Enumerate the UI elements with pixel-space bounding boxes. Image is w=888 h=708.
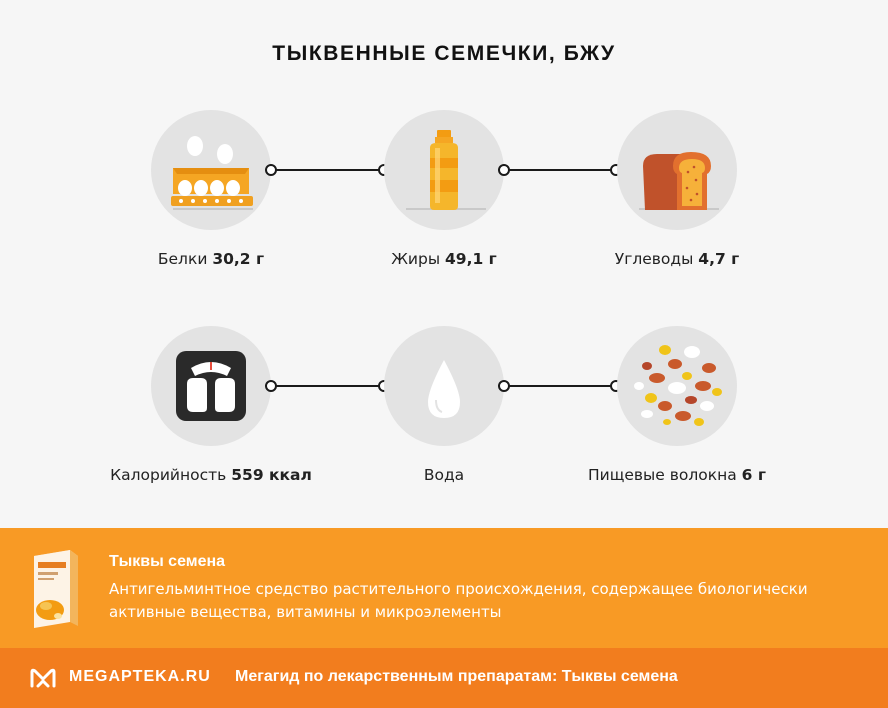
connector (265, 380, 390, 392)
product-box-image (26, 546, 84, 632)
bread-icon (617, 110, 737, 230)
label-protein: Белки 30,2 г (157, 250, 265, 268)
label-fiber: Пищевые волокна 6 г (588, 466, 766, 484)
promo-banner[interactable] (0, 528, 888, 648)
page-title: ТЫКВЕННЫЕ СЕМЕЧКИ, БЖУ (272, 42, 616, 65)
label-water: Вода (423, 466, 465, 484)
connector (498, 380, 622, 392)
logo-text[interactable]: MEGAPTEKA.RU (69, 668, 211, 685)
footer (0, 648, 888, 708)
scale-icon (151, 326, 271, 446)
oil-bottle-icon (384, 110, 504, 230)
beans-icon (617, 326, 737, 446)
connector (265, 164, 390, 176)
water-drop-icon (384, 326, 504, 446)
label-fat: Жиры 49,1 г (391, 250, 497, 268)
label-carbs: Углеводы 4,7 г (614, 250, 740, 268)
connector (498, 164, 622, 176)
footer-link[interactable]: Мегагид по лекарственным препаратам: Тыквы семена (235, 668, 678, 685)
label-calories: Калорийность 559 ккал (110, 466, 312, 484)
eggs-icon (151, 110, 271, 230)
promo-title[interactable]: Тыквы семена (109, 553, 226, 570)
promo-description: Антигельминтное средство растительного происхождения, содержащее биологически активные вещества, витамины и микроэлементы (109, 580, 808, 621)
megapteka-logo-icon[interactable] (29, 666, 57, 690)
